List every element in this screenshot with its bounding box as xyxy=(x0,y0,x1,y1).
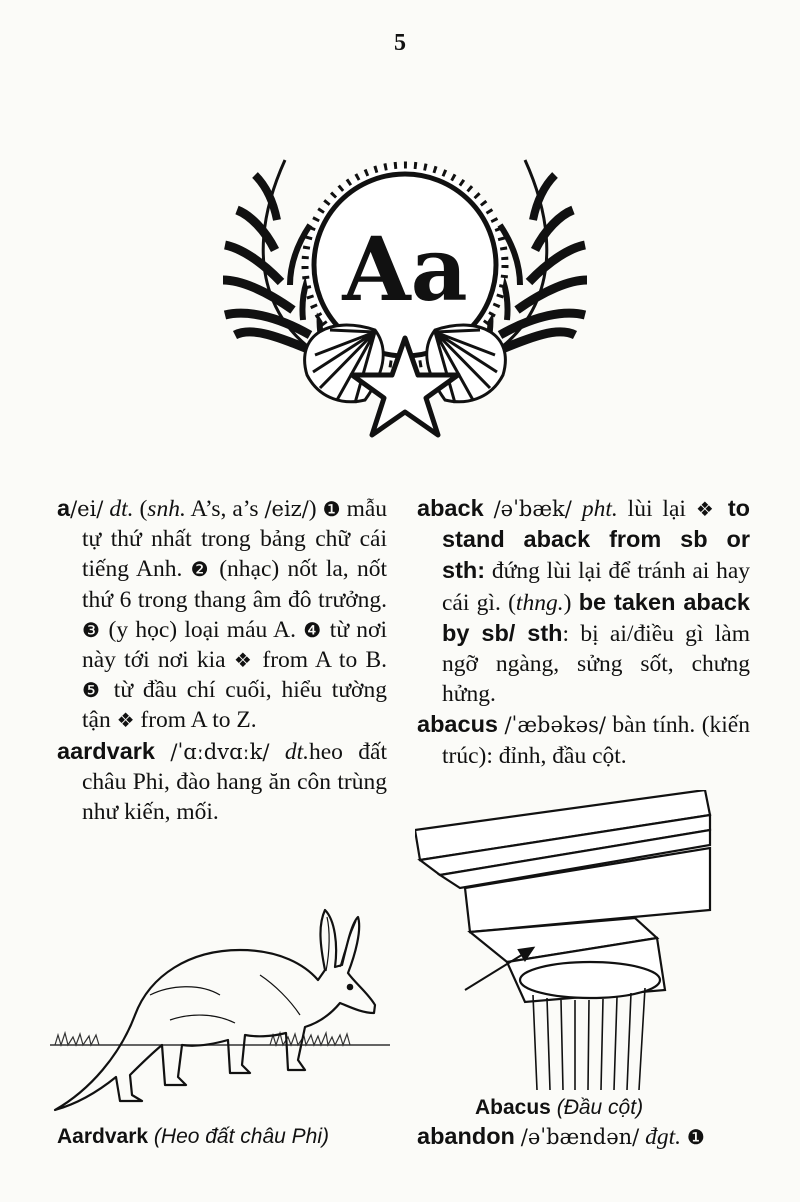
abacus-caption xyxy=(475,1096,643,1120)
definition-text xyxy=(155,739,170,765)
headword: abacus xyxy=(417,711,498,738)
pronunciation: /ˈɑːdvɑːk/ xyxy=(170,739,270,764)
abacus-illustration xyxy=(415,790,715,1095)
entry-a xyxy=(57,493,387,736)
sense-marker: ❖ xyxy=(233,648,255,673)
pronunciation: /ei/ xyxy=(70,497,104,521)
abacus-caption-italic: (Đầu cột) xyxy=(556,1096,644,1119)
aardvark-caption-italic: (Heo đất châu Phi) xyxy=(153,1125,330,1148)
definition-text: từ đầu chí cuối, hiểu tường tận xyxy=(82,677,387,734)
emblem-letters: Aa xyxy=(342,217,468,321)
grammar-label: thng. xyxy=(515,589,564,616)
definition-text: ) xyxy=(308,496,323,522)
headword: aardvark xyxy=(57,737,155,764)
example-phrase: to stand aback from sb or sth: xyxy=(442,495,751,584)
definition-text: : bị ai/điều gì làm ngỡ ngàng, sửng sốt, chưng hửng. xyxy=(442,620,750,708)
headword: a xyxy=(57,495,71,521)
definition-text xyxy=(572,496,582,522)
definition-text: mẫu tự thứ nhất trong bảng chữ cái tiếng Anh. xyxy=(82,496,388,583)
definition-text: A’s, a’s xyxy=(185,496,265,522)
letter-a-emblem xyxy=(215,150,595,445)
definition-text: from A to B. xyxy=(254,647,387,674)
sense-marker: ❷ xyxy=(190,557,211,582)
pronunciation: /əˈbændən/ xyxy=(520,1125,640,1149)
grammar-label: dt. xyxy=(284,738,309,765)
entry-abacus xyxy=(417,709,750,770)
sense-marker: ❖ xyxy=(116,708,135,733)
sense-marker: ❹ xyxy=(303,617,323,642)
sense-marker: ❶ xyxy=(686,1125,705,1149)
definition-text xyxy=(269,739,284,765)
headword: abandon xyxy=(417,1123,515,1149)
entry-aback xyxy=(417,493,750,709)
entry-aardvark xyxy=(57,736,387,828)
grammar-label: dt. xyxy=(109,496,134,522)
grammar-label: pht. xyxy=(581,496,618,522)
definition-text xyxy=(718,496,728,522)
aardvark-caption-bold: Aardvark xyxy=(57,1125,149,1148)
definition-text: (y học) loại máu A. xyxy=(101,616,304,643)
definition-text: ( xyxy=(133,496,148,522)
pronunciation: /əˈbæk/ xyxy=(493,497,572,521)
aardvark-illustration xyxy=(50,905,390,1120)
page-number: 5 xyxy=(394,30,406,56)
left-column xyxy=(57,493,387,827)
sense-marker: ❶ xyxy=(322,497,341,521)
definition-text: lùi lại xyxy=(617,496,696,522)
column-capital-icon xyxy=(415,790,710,1090)
example-phrase: be taken aback by sb/ sth xyxy=(442,588,750,646)
definition-text: từ nơi này tới nơi kia xyxy=(82,616,387,674)
definition-text xyxy=(484,496,494,522)
pronunciation: /eiz/ xyxy=(264,497,309,521)
definition-text: ) xyxy=(563,589,579,616)
definition-text: bàn tính. (kiến trúc): đỉnh, đầu cột. xyxy=(442,712,750,769)
grammar-label: snh. xyxy=(147,496,186,522)
right-column xyxy=(417,493,750,771)
sense-marker: ❸ xyxy=(82,617,102,642)
aardvark-icon xyxy=(55,910,375,1110)
entry-abandon xyxy=(417,1123,705,1151)
abacus-caption-bold: Abacus xyxy=(475,1096,551,1119)
grammar-label: đgt. xyxy=(645,1124,682,1150)
pronunciation: /ˈæbəkəs/ xyxy=(504,713,606,738)
headword: aback xyxy=(417,495,484,521)
definition-text: (nhạc) nốt la, nốt thứ 6 trong thang âm đô trưởng. xyxy=(82,556,387,613)
definition-text: heo đất châu Phi, đào hang ăn côn trùng như kiến, mối. xyxy=(82,738,388,826)
sense-marker: ❺ xyxy=(82,678,104,703)
definition-text: đứng lùi lại để tránh ai hay cái gì. ( xyxy=(442,558,750,616)
sense-marker: ❖ xyxy=(695,497,718,521)
definition-text: from A to Z. xyxy=(134,707,257,734)
aardvark-caption xyxy=(57,1125,329,1149)
